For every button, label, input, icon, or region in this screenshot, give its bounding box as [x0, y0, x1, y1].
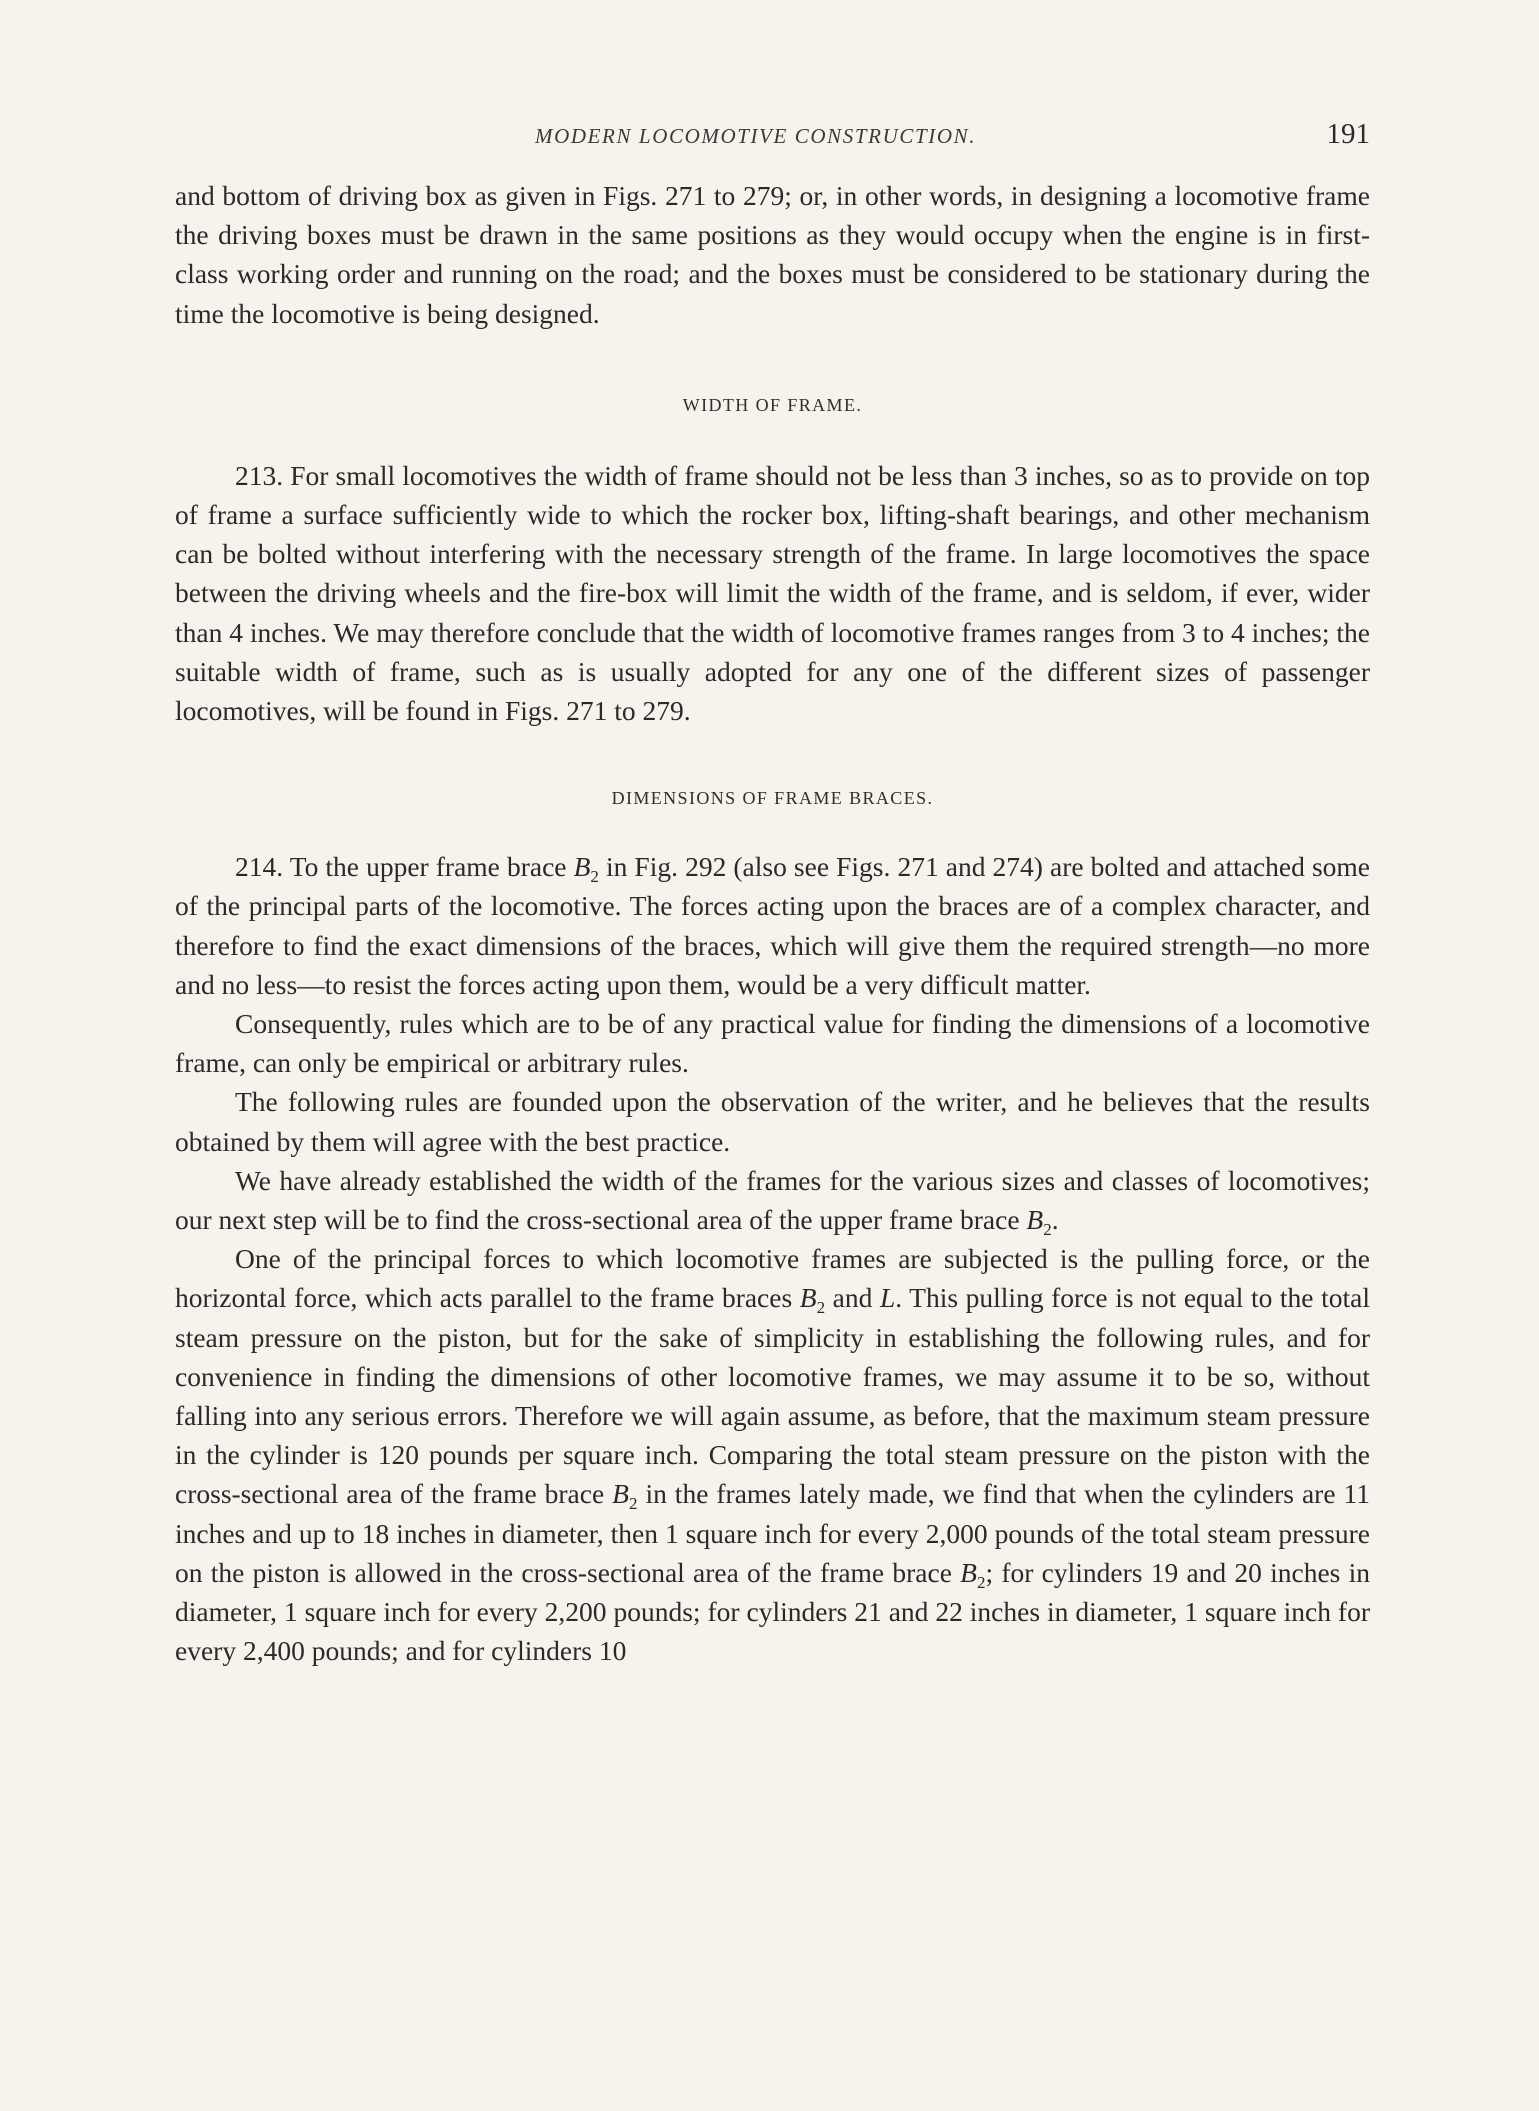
variable-b2: B [799, 1282, 817, 1314]
paragraph-already-established-end: . [1051, 1204, 1059, 1236]
body-text [175, 176, 1370, 1671]
paragraph-213: 213. For small locomotives the width of frame should not be less than 3 inches, so as to provide on top of frame a surface sufficiently wide to which the rocker box, lifting-shaft bearings, and other mechanism can be bolted without interfering with the necessary strength of the frame. In large locomotives the space between the driving wheels and the fire-box will limit the width of the frame, and is seldom, if ever, wider than 4 inches. We may therefore conclude that the width of locomotive frames ranges from 3 to 4 inches; the suitable width of frame, such as is usually adopted for any one of the different sizes of passenger locomotives, will be found in Figs. 271 to 279. [175, 459, 1370, 727]
paragraph-following-rules: The following rules are founded upon the observation of the writer, and he believes that the results obtained by them will agree with the best practice. [175, 1086, 1370, 1157]
subscript-2: 2 [628, 1494, 638, 1514]
continuation-paragraph: and bottom of driving box as given in Figs. 271 to 279; or, in other words, in designing a locomotive frame the driving boxes must be drawn in the same positions as they would occupy when the engine is in first-class working order and running on the road; and the boxes must be considered to be stationary during the time the locomotive is being designed. [175, 180, 1370, 329]
variable-b2: B [612, 1478, 629, 1510]
paragraph-214 [175, 847, 1370, 1004]
page-header [175, 118, 1370, 158]
subscript-2: 2 [816, 1298, 826, 1318]
page-number: 191 [1326, 118, 1370, 150]
subscript-2: 2 [976, 1572, 986, 1592]
paragraph-principal-forces-text-a: One of the principal forces to which locomotive frames are subjected is the pulling force, or the horizontal force, which acts parallel to the frame braces [175, 1243, 1370, 1314]
section-heading-width-of-frame: WIDTH OF FRAME. [682, 394, 863, 415]
paragraph-214-text-a: 214. To the upper frame brace [235, 851, 574, 883]
paragraph-consequently: Consequently, rules which are to be of any practical value for finding the dimensions of a locomotive frame, can only be empirical or arbitrary rules. [175, 1008, 1370, 1079]
paragraph-principal-forces [175, 1239, 1370, 1670]
paragraph-principal-forces-text-e: ; for cylinders 19 and 20 inches in diameter, 1 square inch for every 2,200 pounds; for cylinders 21 and 22 inches in diameter, 1 square inch for every 2,400 pounds; and for cylinders 10 [175, 1556, 1371, 1667]
paragraph-principal-forces-text-b: and [825, 1282, 880, 1314]
paragraph-principal-forces-text-d: in the frames lately made, we find that when the cylinders are 11 inches and up to 18 inches in diameter, then 1 square inch for every 2,000 pounds of the total steam pressure on the piston is allowed in the cross-sectional area of the frame brace [175, 1478, 1370, 1588]
variable-l: L [879, 1282, 896, 1314]
paragraph-214-text-b: in Fig. 292 (also see Figs. 271 and 274) are bolted and attached some of the principal parts of the locomotive. The forces acting upon the braces are of a complex character, and therefore to find the exact dimensions of the braces, which will give them the required strength—no more and no less—to resist the forces acting upon them, would be a very difficult matter. [175, 851, 1370, 1000]
paragraph-already-established-text: We have already established the width of the frames for the various sizes and classes of locomotives; our next step will be to find the cross-sectional area of the upper frame brace [175, 1164, 1370, 1236]
paragraph-already-established [175, 1161, 1370, 1239]
paragraph-principal-forces-text-c: . This pulling force is not equal to the total steam pressure on the piston, but for the sake of simplicity in establishing the following rules, and for convenience in finding the dimensions of other locomotive frames, we may assume it to be so, without falling into any serious errors. Therefore we will again assume, as before, that the maximum steam pressure in the cylinder is 120 pounds per square inch. Comparing the total steam pressure on the piston with the cross-sectional area of the frame brace [175, 1282, 1370, 1510]
variable-b2: B [960, 1556, 977, 1588]
variable-b2: B [573, 851, 591, 883]
variable-b2: B [1026, 1204, 1044, 1236]
section-heading-dimensions-of-frame-braces: DIMENSIONS OF FRAME BRACES. [611, 788, 934, 809]
subscript-2: 2 [1043, 1220, 1052, 1240]
subscript-2: 2 [590, 867, 599, 887]
running-title: MODERN LOCOMOTIVE CONSTRUCTION. [535, 124, 977, 148]
